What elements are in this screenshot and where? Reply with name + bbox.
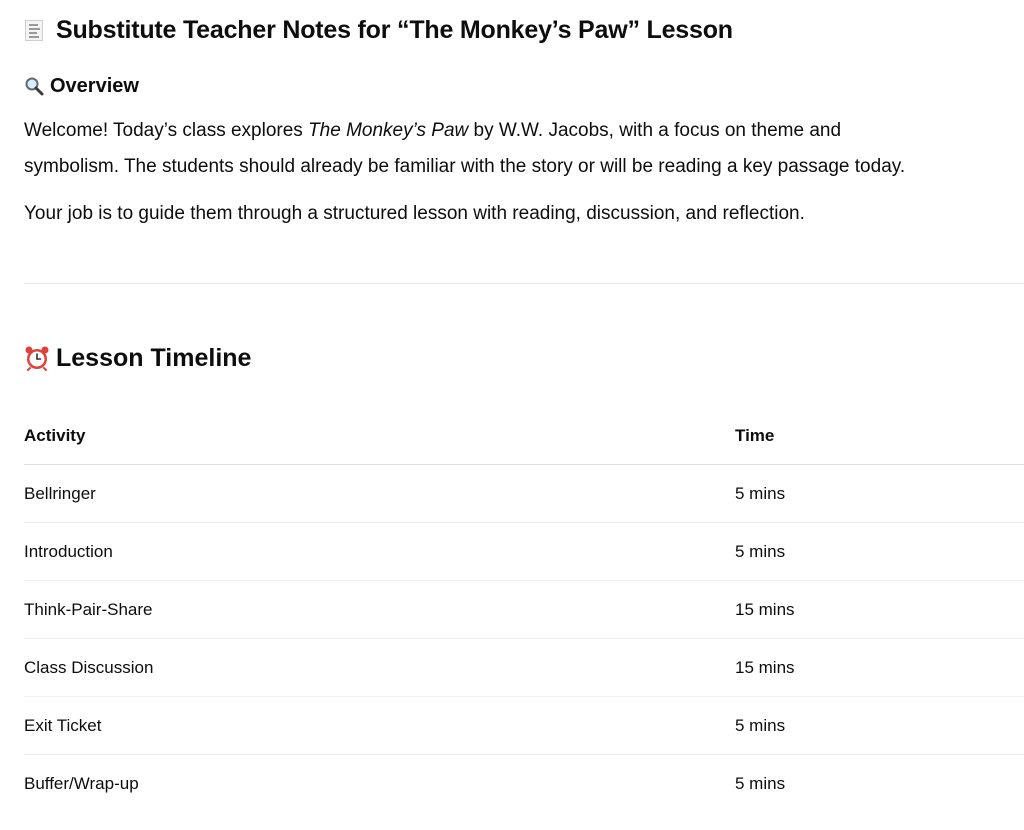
page-title (24, 10, 733, 50)
receipt-icon (24, 19, 44, 41)
table-header (24, 408, 1024, 465)
column-header-time: Time (735, 426, 775, 445)
timeline-heading (24, 338, 251, 378)
time-cell: 15 mins (735, 599, 795, 619)
time-cell: 5 mins (735, 715, 786, 735)
timeline-table (24, 408, 1024, 813)
story-title: The Monkey’s Paw (308, 120, 469, 141)
activity-cell: Think-Pair-Share (24, 599, 153, 619)
time-cell: 5 mins (735, 483, 786, 503)
table-row (24, 639, 1024, 697)
overview-text-start: Welcome! Today’s class explores (24, 120, 309, 141)
timeline-heading-text: Lesson Timeline (56, 343, 252, 372)
activity-cell: Exit Ticket (24, 715, 102, 735)
overview-heading-text: Overview (50, 74, 139, 97)
page-title-text: Substitute Teacher Notes for “The Monkey’s Paw” Lesson (56, 15, 733, 44)
time-cell: 5 mins (735, 774, 786, 793)
table-row (24, 755, 1024, 813)
overview-heading (24, 72, 139, 100)
activity-cell: Class Discussion (24, 657, 154, 677)
time-cell: 15 mins (735, 657, 795, 677)
table-row (24, 465, 1024, 523)
activity-cell: Introduction (24, 541, 113, 561)
activity-cell: Bellringer (24, 483, 96, 503)
overview-text-end: by W.W. Jacobs, with a focus on theme and (468, 120, 842, 141)
overview-paragraph-line-2: symbolism. The students should already be familiar with the story or will be reading a key passage today. (24, 156, 906, 177)
magnifying-glass-icon (24, 76, 46, 96)
overview-paragraph-line (24, 113, 1024, 149)
time-cell: 5 mins (735, 541, 786, 561)
table-row (24, 523, 1024, 581)
table-row (24, 697, 1024, 755)
column-header-activity: Activity (24, 426, 86, 445)
overview-paragraph (24, 113, 1024, 185)
alarm-clock-icon (24, 345, 50, 371)
activity-cell: Buffer/Wrap-up (24, 774, 139, 793)
instructions-paragraph: Your job is to guide them through a structured lesson with reading, discussion, and reflection. (24, 203, 805, 224)
table-row (24, 581, 1024, 639)
section-divider (24, 283, 1024, 284)
